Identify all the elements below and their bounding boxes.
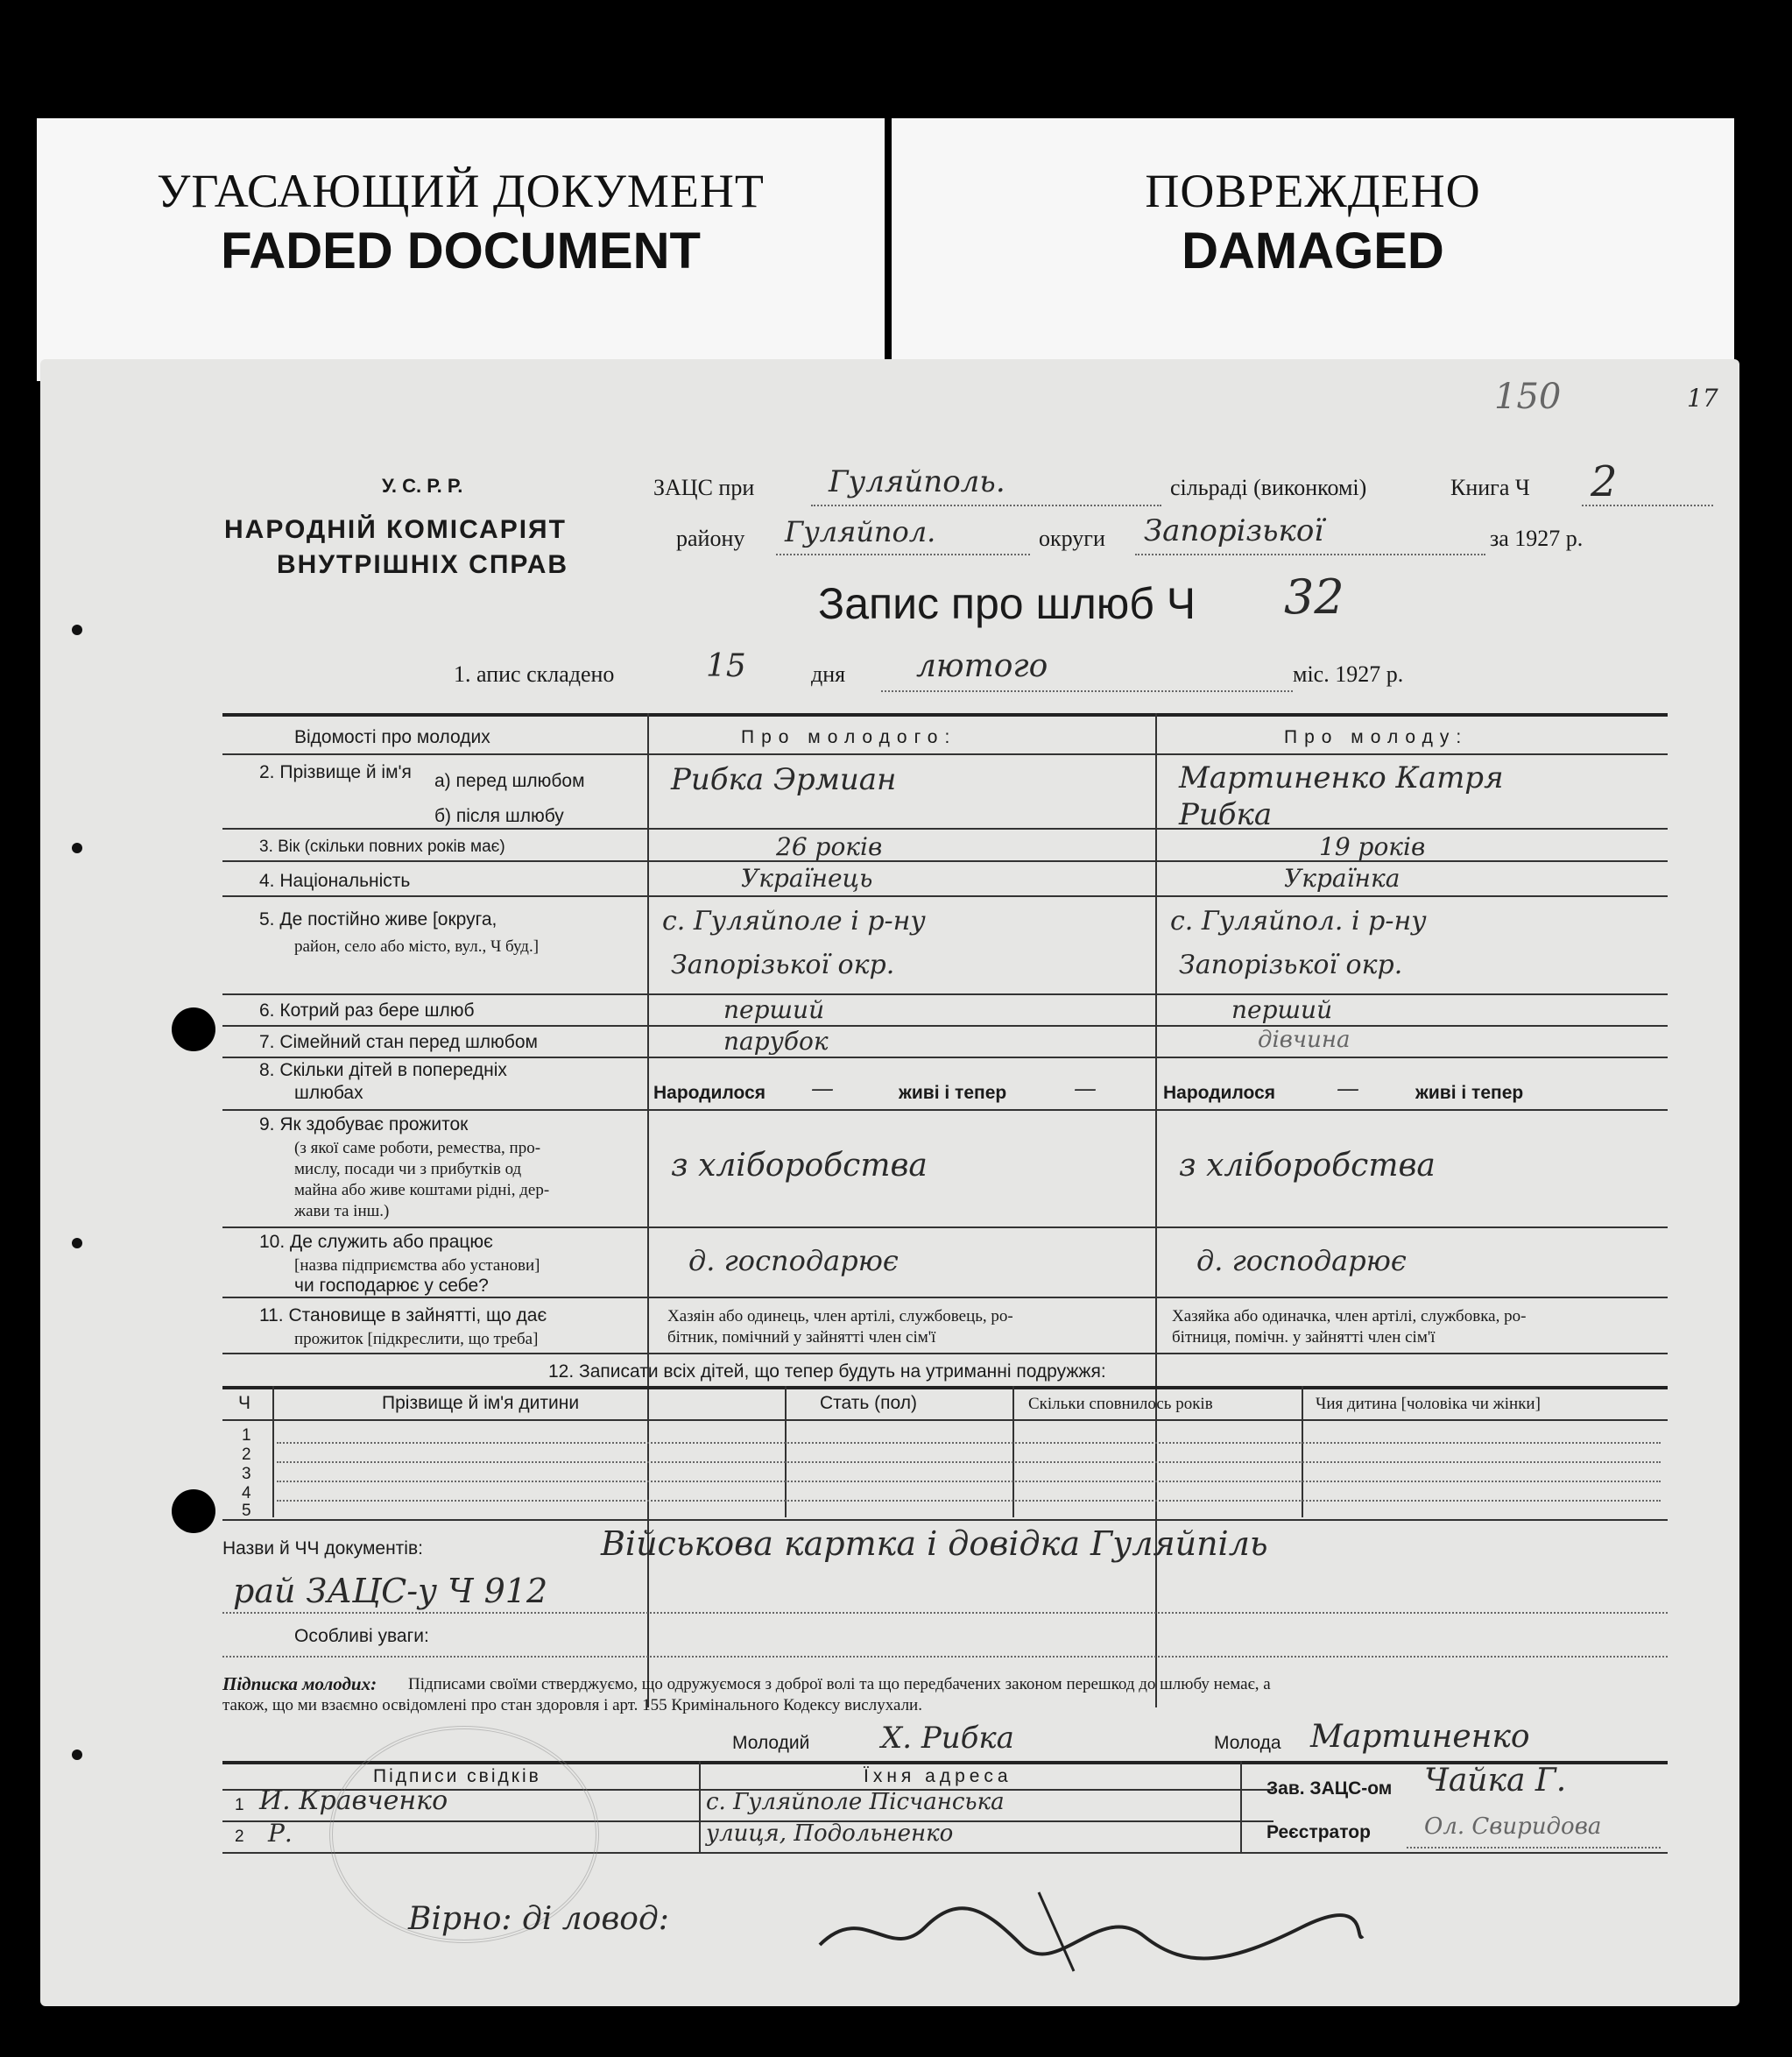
children-col-name: Прізвище й ім'я дитини <box>382 1393 580 1413</box>
row-8-label-a: 8. Скільки дітей в попередніх <box>259 1060 507 1080</box>
row-2b-label: б) після шлюбу <box>434 806 564 826</box>
col-info-header: Відомості про молодих <box>294 727 490 747</box>
damaged-label-ru: ПОВРЕЖДЕНО <box>1145 165 1481 217</box>
registrar-signature: Ол. Свиридова <box>1424 1813 1602 1840</box>
groom-sign-label: Молодий <box>732 1733 810 1753</box>
children-col-sex: Стать (пол) <box>820 1393 917 1413</box>
row-2a-label: а) перед шлюбом <box>434 771 585 791</box>
record-day: 15 <box>706 648 746 684</box>
col-groom-header: Про молодого: <box>741 727 957 747</box>
groom-work: д. господарює <box>688 1244 899 1277</box>
row-8-label-b: шлюбах <box>294 1083 363 1103</box>
row-10-label-c: чи господарює у себе? <box>294 1276 489 1296</box>
witness-2-no: 2 <box>235 1827 244 1846</box>
documents-value-2: рай ЗАЦС-у Ч 912 <box>233 1572 548 1610</box>
groom-occupation-opts-1: Хазяін або одинець, член артілі, службовець, ро- <box>667 1307 1013 1325</box>
folio-number: 17 <box>1687 384 1718 413</box>
bride-livelihood: з хліборобства <box>1179 1148 1436 1184</box>
record-day-label: дня <box>811 661 846 687</box>
damaged-document-label <box>892 118 1734 381</box>
certify-signature-scribble <box>811 1884 1372 1980</box>
row-7-label: 7. Сімейний стан перед шлюбом <box>259 1032 538 1052</box>
raion-label: району <box>676 526 745 551</box>
groom-age: 26 років <box>776 832 883 861</box>
groom-residence-2: Запорізької окр. <box>671 950 895 980</box>
bride-occupation-opts-2: бітниця, помічн. у зайнятті член сім'ї <box>1172 1328 1436 1347</box>
okrug-value: Запорізької <box>1144 513 1324 548</box>
groom-livelihood: з хліборобства <box>671 1148 928 1184</box>
punch-hole <box>172 1489 215 1533</box>
witness-1-no: 1 <box>235 1796 244 1814</box>
faded-label-en: FADED DOCUMENT <box>221 223 701 279</box>
witness-col-sig: Підписи свідків <box>373 1766 541 1786</box>
bride-age: 19 років <box>1319 832 1426 861</box>
marriage-record-sheet <box>40 359 1739 2006</box>
groom-nationality: Українець <box>741 864 873 893</box>
zags-head-label: Зав. ЗАЦС-ом <box>1266 1778 1393 1799</box>
witness-1-address: с. Гуляйполе Пісчанська <box>706 1789 1005 1815</box>
record-month: лютого <box>916 648 1048 684</box>
faded-label-ru: УГАСАЮЩИЙ ДОКУМЕНТ <box>157 165 765 217</box>
record-date-suffix: міс. 1927 р. <box>1293 661 1404 687</box>
zags-label: ЗАЦС при <box>653 475 755 500</box>
witness-col-addr: Їхня адреса <box>864 1766 1012 1786</box>
children-title: 12. Записати всіх дітей, що тепер будуть на утриманні подружжя: <box>548 1361 1106 1382</box>
margin-dot <box>72 625 82 635</box>
groom-alive-label: живі і тепер <box>899 1083 1007 1103</box>
bride-signature: Мартиненко <box>1310 1719 1530 1755</box>
groom-occupation-opts-2: бітник, помічний у зайнятті член сім'ї <box>667 1328 936 1347</box>
zags-head-signature: Чайка Г. <box>1424 1763 1567 1799</box>
record-number: 32 <box>1284 569 1344 625</box>
witness-1-signature: И. Кравченко <box>259 1785 448 1816</box>
child-row-no: 5 <box>242 1502 251 1520</box>
witness-2-address: улиця, Подольненко <box>706 1820 954 1847</box>
bride-status: дівчина <box>1258 1027 1351 1053</box>
agency-line-1: НАРОДНІЙ КОМІСАРІЯТ <box>224 515 567 544</box>
margin-dot <box>72 1750 82 1760</box>
groom-name: Рибка Эрмиан <box>671 762 897 797</box>
bride-residence-1: с. Гуляйпол. і р-ну <box>1170 906 1427 937</box>
bride-name-before: Мартиненко Катря <box>1179 760 1504 795</box>
bride-alive-label: живі і тепер <box>1415 1083 1524 1103</box>
row-9-label-c: мислу, посади чи з прибутків од <box>294 1160 522 1178</box>
bride-born-label: Народилося <box>1163 1083 1276 1103</box>
groom-signature: Х. Рибка <box>881 1721 1014 1756</box>
groom-born-label: Народилося <box>653 1083 766 1103</box>
row-6-label: 6. Котрий раз бере шлюб <box>259 1000 475 1021</box>
row-9-label-a: 9. Як здобуває прожиток <box>259 1114 469 1135</box>
groom-alive-value: — <box>1074 1076 1097 1102</box>
groom-status: парубок <box>723 1027 829 1056</box>
bride-occupation-opts-1: Хазяйка або одиначка, член артілі, службовка, ро- <box>1172 1307 1527 1325</box>
row-11-label-b: прожиток [підкреслити, що треба] <box>294 1330 539 1348</box>
bride-residence-2: Запорізької окр. <box>1179 950 1403 980</box>
declaration-text-2: також, що ми взаємно освідомлені про стан здоровля і арт. 155 Кримінального Кодексу вислухали. <box>222 1696 922 1714</box>
margin-dot <box>72 843 82 853</box>
row-9-label-e: жави та інш.) <box>294 1202 390 1220</box>
witness-2-signature: Р. <box>268 1819 293 1848</box>
agency-line-2: ВНУТРІШНІХ СПРАВ <box>277 550 569 579</box>
selrada-label: сільраді (виконкомі) <box>1170 475 1367 500</box>
row-2-label: 2. Прізвище й ім'я <box>259 762 412 782</box>
children-col-whose: Чия дитина [чоловіка чи жінки] <box>1316 1395 1541 1413</box>
registrar-label: Реєстратор <box>1266 1822 1371 1842</box>
row-9-label-b: (з якої саме роботи, ремества, про- <box>294 1139 541 1157</box>
col-bride-header: Про молоду: <box>1284 727 1469 747</box>
row-4-label: 4. Національність <box>259 871 411 891</box>
bride-name-after: Рибка <box>1179 797 1273 832</box>
bride-work: д. господарює <box>1196 1244 1407 1277</box>
record-title: Запис про шлюб Ч <box>818 579 1196 628</box>
child-row-no: 3 <box>242 1465 251 1483</box>
children-col-age: Скільки сповнилось років <box>1028 1395 1213 1413</box>
row-10-label-a: 10. Де служить або працює <box>259 1232 493 1252</box>
book-label: Книга Ч <box>1450 475 1530 500</box>
documents-value-1: Військова картка і довідка Гуляйпіль <box>601 1524 1268 1563</box>
row-5-label-a: 5. Де постійно живе [округа, <box>259 909 497 930</box>
raion-value: Гуляйпол. <box>785 515 936 548</box>
year-label: за 1927 р. <box>1490 526 1584 551</box>
page-number: 150 <box>1494 377 1562 417</box>
row-11-label-a: 11. Становище в зайнятті, що дає <box>259 1305 547 1325</box>
republic-abbr: У. С. Р. Р. <box>382 475 463 497</box>
faded-document-label <box>37 118 885 381</box>
okrug-label: округи <box>1039 526 1105 551</box>
bride-nationality: Українка <box>1284 864 1400 893</box>
groom-marriage-no: перший <box>723 995 825 1024</box>
documents-label: Назви й ЧЧ документів: <box>222 1538 423 1559</box>
zags-value: Гуляйполь. <box>829 464 1005 499</box>
bride-marriage-no: перший <box>1231 995 1333 1024</box>
groom-born-value: — <box>811 1076 834 1102</box>
book-value: 2 <box>1591 457 1618 506</box>
notes-label: Особливі уваги: <box>294 1626 429 1646</box>
declaration-text-1: Підписами своїми стверджуємо, що одружуємося з доброї волі та що передбачених законом перешкод до шлюбу немає, а <box>408 1675 1271 1693</box>
record-date-prefix: 1. апис складено <box>454 661 615 687</box>
child-row-no: 2 <box>242 1446 251 1464</box>
row-3-label: 3. Вік (скільки повних років має) <box>259 838 505 856</box>
row-10-label-b: [назва підприємства або установи] <box>294 1256 540 1275</box>
bride-born-value: — <box>1337 1076 1359 1102</box>
child-row-no: 1 <box>242 1426 251 1445</box>
children-col-no: Ч <box>238 1393 250 1413</box>
damaged-label-en: DAMAGED <box>1182 223 1444 279</box>
certify-note: Вірно: ді ловод: <box>408 1901 669 1937</box>
row-5-label-b: район, село або місто, вул., Ч буд.] <box>294 937 540 956</box>
row-9-label-d: майна або живе коштами рідні, дер- <box>294 1181 550 1199</box>
punch-hole <box>172 1007 215 1051</box>
bride-sign-label: Молода <box>1214 1733 1281 1753</box>
declaration-lead: Підписка молодих: <box>222 1673 377 1694</box>
child-row-no: 4 <box>242 1484 251 1502</box>
groom-residence-1: с. Гуляйполе і р-ну <box>662 906 926 937</box>
margin-dot <box>72 1238 82 1248</box>
